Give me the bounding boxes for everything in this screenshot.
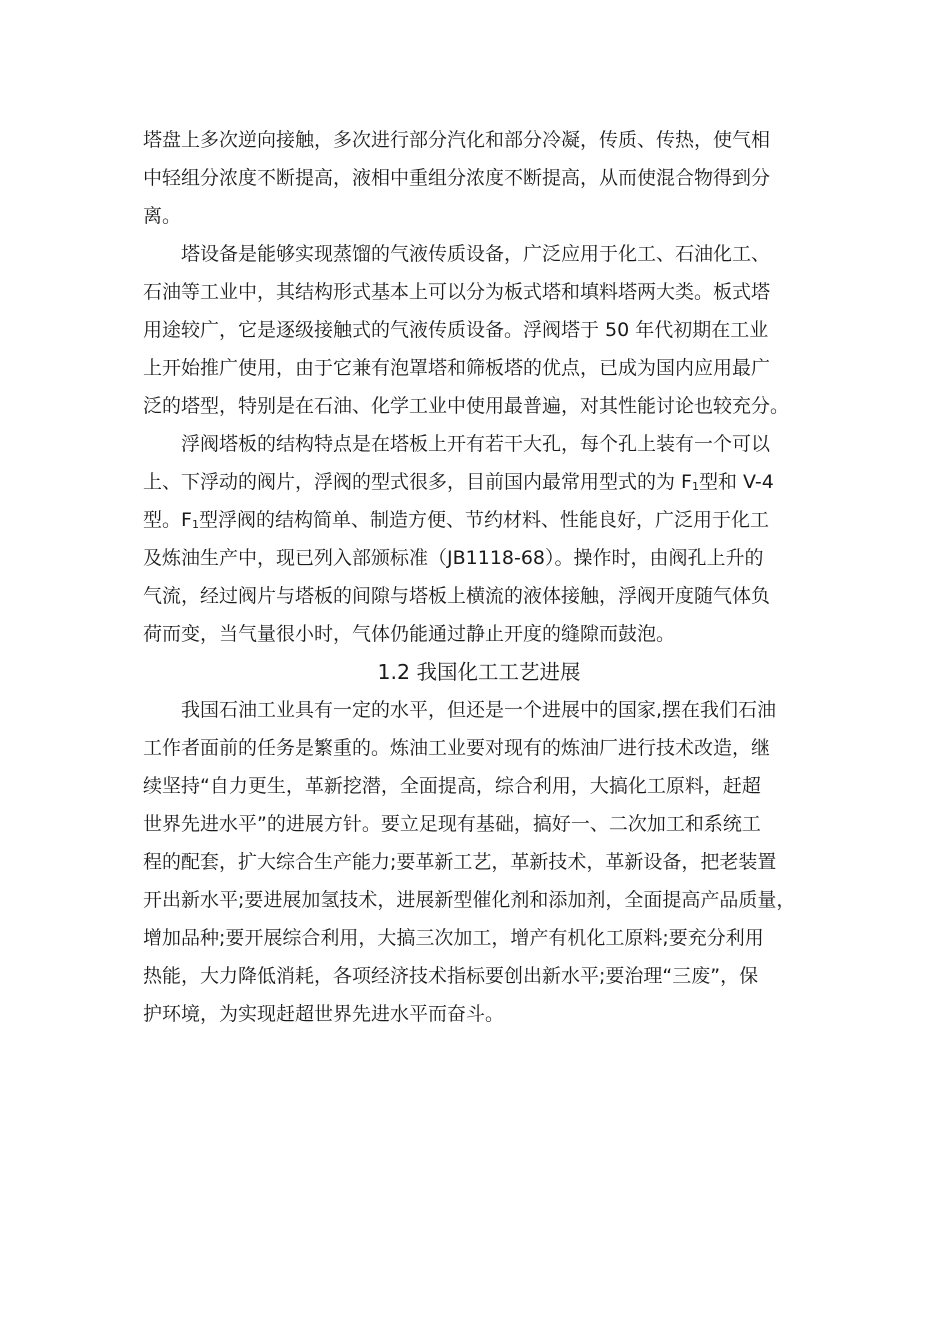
section-heading: 1.2 我国化工工艺进展 bbox=[377, 660, 581, 684]
text-line: 续坚持“自力更生，革新挖潜，全面提高，综合利用，大搞化工原料，赶超 bbox=[143, 775, 761, 797]
text-line: 气流，经过阀片与塔板的间隙与塔板上横流的液体接触，浮阀开度随气体负 bbox=[143, 585, 771, 607]
text-line: 世界先进水平”的进展方针。要立足现有基础，搞好一、二次加工和系统工 bbox=[143, 813, 761, 835]
text-line: 开出新水平;要进展加氢技术，进展新型催化剂和添加剂，全面提高产品质量， bbox=[143, 889, 796, 911]
text-line: 荷而变，当气量很小时，气体仍能通过静止开度的缝隙而鼓泡。 bbox=[143, 623, 676, 645]
text-segment: 型。F bbox=[143, 509, 192, 531]
subscript: 1 bbox=[191, 518, 199, 531]
text-line: 离。 bbox=[143, 205, 182, 227]
text-line: 中轻组分浓度不断提高，液相中重组分浓度不断提高，从而使混合物得到分 bbox=[143, 167, 771, 189]
text-segment: 型浮阀的结构简单、制造方便、节约材料、性能良好，广泛用于化工 bbox=[198, 509, 769, 531]
subscript: 1 bbox=[691, 480, 699, 493]
paragraph-4 bbox=[143, 691, 815, 1033]
text-line: 热能，大力降低消耗，各项经济技术指标要创出新水平;要治理“三废”，保 bbox=[143, 965, 759, 987]
text-line: 护环境，为实现赶超世界先进水平而奋斗。 bbox=[143, 1003, 505, 1025]
text-line bbox=[143, 463, 815, 501]
text-line: 工作者面前的任务是繁重的。炼油工业要对现有的炼油厂进行技术改造，继 bbox=[143, 737, 771, 759]
text-line: 增加品种;要开展综合利用，大搞三次加工，增产有机化工原料;要充分利用 bbox=[143, 927, 764, 949]
text-line: 浮阀塔板的结构特点是在塔板上开有若干大孔，每个孔上装有一个可以 bbox=[181, 433, 771, 455]
text-line: 泛的塔型，特别是在石油、化学工业中使用最普遍，对其性能讨论也较充分。 bbox=[143, 395, 790, 417]
text-segment: 上、下浮动的阀片，浮阀的型式很多，目前国内最常用型式的为 F bbox=[143, 471, 692, 493]
text-line: 我国石油工业具有一定的水平，但还是一个进展中的国家,摆在我们石油 bbox=[181, 699, 777, 721]
text-line: 及炼油生产中，现已列入部颁标准（JB1118-68）。操作时，由阀孔上升的 bbox=[143, 547, 764, 569]
text-line: 程的配套，扩大综合生产能力;要革新工艺，革新技术，革新设备，把老装置 bbox=[143, 851, 777, 873]
text-line: 塔设备是能够实现蒸馏的气液传质设备，广泛应用于化工、石油化工、 bbox=[181, 243, 771, 265]
paragraph-2 bbox=[143, 235, 815, 425]
text-line: 石油等工业中，其结构形式基本上可以分为板式塔和填料塔两大类。板式塔 bbox=[143, 281, 771, 303]
text-line bbox=[143, 501, 815, 539]
body-text bbox=[143, 121, 815, 1033]
text-line: 上开始推广使用，由于它兼有泡罩塔和筛板塔的优点，已成为国内应用最广 bbox=[143, 357, 771, 379]
text-segment: 型和 V-4 bbox=[698, 471, 774, 493]
text-line: 用途较广，它是逐级接触式的气液传质设备。浮阀塔于 50 年代初期在工业 bbox=[143, 319, 769, 341]
paragraph-1 bbox=[143, 121, 815, 235]
paragraph-3 bbox=[143, 425, 815, 653]
text-line: 塔盘上多次逆向接触，多次进行部分汽化和部分冷凝，传质、传热，使气相 bbox=[143, 129, 771, 151]
